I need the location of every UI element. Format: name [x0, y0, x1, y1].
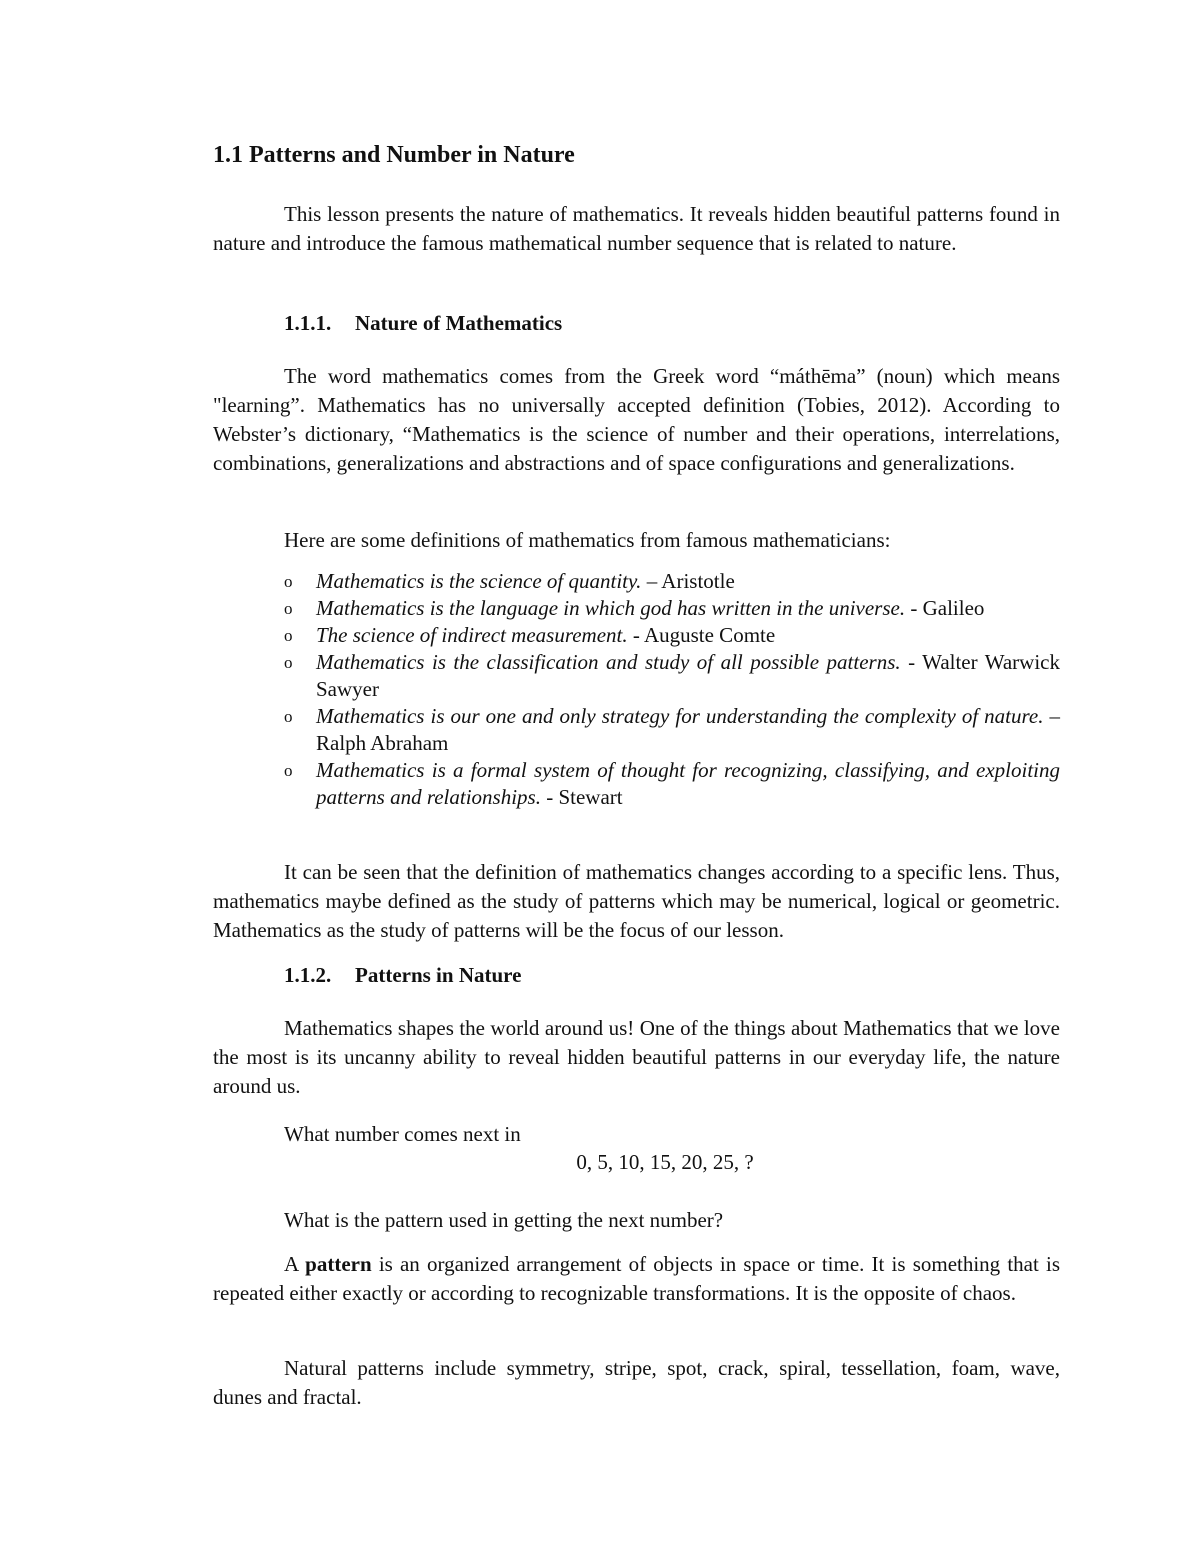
definition-attribution: - Galileo: [905, 596, 985, 620]
definition-attribution: – Aristotle: [641, 569, 735, 593]
definition-quote: Mathematics is the science of quantity.: [316, 569, 642, 593]
number-sequence: 0, 5, 10, 15, 20, 25, ?: [576, 1150, 754, 1174]
bullet-icon: o: [284, 572, 293, 591]
section-number: 1.1.2.: [284, 963, 332, 987]
bullet-icon: o: [284, 653, 293, 672]
definition-item: [284, 622, 1060, 649]
section-number: 1.1.1.: [284, 311, 332, 335]
definition-quote: Mathematics is the classification and study of all possible patterns.: [316, 650, 901, 674]
patterns-intro-paragraph: Mathematics shapes the world around us! One of the things about Mathematics that we love the most is its uncanny ability to reveal hidden beautiful patterns in our everyday life, the nature around us.: [213, 1016, 1060, 1098]
definition-attribution: - Stewart: [540, 785, 623, 809]
definition-attribution: - Walter Warwick Sawyer: [316, 650, 1060, 701]
definition-item: [284, 568, 1060, 595]
definitions-list: [284, 568, 1060, 811]
section-heading-nature-of-mathematics: [284, 311, 562, 336]
pattern-definition-paragraph: [213, 1250, 1060, 1308]
natural-patterns-paragraph: Natural patterns include symmetry, stripe, spot, crack, spiral, tessellation, foam, wave, dunes and fractal.: [213, 1356, 1060, 1409]
pattern-def-prefix: A: [284, 1252, 306, 1276]
question-pattern: What is the pattern used in getting the next number?: [284, 1208, 724, 1232]
conclusion-paragraph: It can be seen that the definition of mathematics changes according to a specific lens. Thus, mathematics maybe defined as the study of patterns which may be numerical, logical or geometric. Mathematics as the study of patterns will be the focus of our lesson.: [213, 860, 1060, 942]
section-heading-patterns-in-nature: [284, 963, 521, 988]
definition-quote: Mathematics is our one and only strategy for understanding the complexity of nature.: [316, 704, 1044, 728]
bullet-icon: o: [284, 626, 293, 645]
question-next-number: What number comes next in: [284, 1122, 521, 1146]
definition-quote: Mathematics is the language in which god has written in the universe.: [316, 596, 906, 620]
definition-attribution: - Auguste Comte: [627, 623, 776, 647]
definition-item: [284, 595, 1060, 622]
definitions-intro: Here are some definitions of mathematics from famous mathematicians:: [284, 528, 891, 552]
definition-item: [284, 757, 1060, 811]
section-title: Patterns in Nature: [355, 963, 522, 987]
pattern-term: pattern: [305, 1252, 372, 1276]
definition-quote: The science of indirect measurement.: [316, 623, 628, 647]
bullet-icon: o: [284, 599, 293, 618]
bullet-icon: o: [284, 707, 293, 726]
definition-item: [284, 703, 1060, 757]
intro-paragraph: This lesson presents the nature of mathematics. It reveals hidden beautiful patterns found in nature and introduce the famous mathematical number sequence that is related to nature.: [213, 202, 1060, 255]
section-title: Nature of Mathematics: [355, 311, 563, 335]
definition-item: [284, 649, 1060, 703]
pattern-def-rest: is an organized arrangement of objects in space or time. It is something that is repeated either exactly or according to recognizable transformations. It is the opposite of chaos.: [213, 1252, 1060, 1305]
mathematics-definition-paragraph: The word mathematics comes from the Greek word “máthēma” (noun) which means "learning”. Mathematics has no universally accepted definition (Tobies, 2012). According to Webster’s dictionary, “Mathematics is the science of number and their operations, interrelations, combinations, generalizations and abstractions and of space configurations and generalizations.: [213, 364, 1060, 475]
bullet-icon: o: [284, 761, 293, 780]
definition-quote: Mathematics is a formal system of thought for recognizing, classifying, and exploiting patterns and relationships.: [316, 758, 1060, 809]
definition-attribution: – Ralph Abraham: [316, 704, 1060, 755]
page-title: 1.1 Patterns and Number in Nature: [213, 142, 575, 168]
